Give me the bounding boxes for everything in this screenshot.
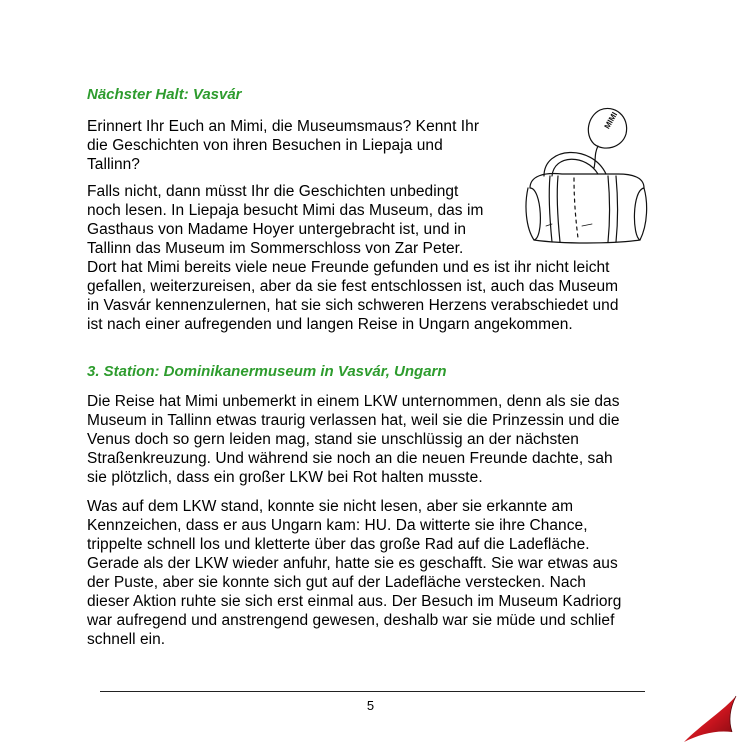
text-line: ist nach einer aufregenden und langen Reise in Ungarn angekommen. [87, 316, 573, 333]
text-line: Gerade als der LKW wieder anfuhr, hatte sie es geschafft. Sie war etwas aus [87, 555, 618, 572]
text-line: trippelte schnell los und kletterte über das große Rad auf die Ladefläche. [87, 536, 590, 553]
text-line: Was auf dem LKW stand, konnte sie nicht lesen, aber sie erkannte am [87, 498, 574, 515]
text-line: Kennzeichen, dass er aus Ungarn kam: HU. Da witterte sie ihre Chance, [87, 517, 588, 534]
text-line: Straßenkreuzung. Und während sie noch an die neuen Freunde dachte, sah [87, 450, 613, 467]
text-line: Tallinn das Museum im Sommerschloss von Zar Peter. [87, 240, 464, 257]
bag-tag-label: MIMI [602, 110, 620, 131]
text-line: in Vasvár kennenzulernen, hat sie sich schweren Herzens verabschiedet und [87, 297, 619, 314]
text-line: dieser Aktion ruhte sie sich erst einmal aus. Der Besuch im Museum Kadriorg [87, 593, 622, 610]
story-paragraph-3 [87, 497, 621, 649]
page-curl-icon[interactable] [680, 694, 738, 744]
story-paragraph-2 [87, 392, 620, 487]
text-line: der Puste, aber sie konnte sich gut auf der Ladefläche verstecken. Nach [87, 574, 586, 591]
text-line: gefallen, weiterzureisen, aber da sie fest entschlossen ist, auch das Museum [87, 278, 619, 295]
text-line: Falls nicht, dann müsst Ihr die Geschichten unbedingt [87, 183, 459, 200]
text-line: Dort hat Mimi bereits viele neue Freunde gefunden und es ist ihr nicht leicht [87, 259, 610, 276]
section-heading-station-3: 3. Station: Dominikanermuseum in Vasvár, Ungarn [87, 363, 447, 380]
text-line: war aufregend und anstrengend gewesen, deshalb war sie müde und schlief [87, 612, 615, 629]
text-line: schnell ein. [87, 631, 166, 648]
page-number: 5 [366, 698, 375, 713]
text-line: Die Reise hat Mimi unbemerkt in einem LKW unternommen, denn als sie das [87, 393, 620, 410]
footer-divider [100, 691, 645, 692]
text-line: Erinnert Ihr Euch an Mimi, die Museumsmaus? Kennt Ihr [87, 118, 480, 135]
text-line: Gasthaus von Madame Hoyer untergebracht ist, und in [87, 221, 467, 238]
section-heading-next-stop: Nächster Halt: Vasvár [87, 86, 242, 103]
text-line: Venus doch so gern leiden mag, stand sie unschlüssig an der nächsten [87, 431, 579, 448]
text-line: die Geschichten von ihren Besuchen in Liepaja und [87, 137, 443, 154]
intro-paragraph [87, 117, 479, 174]
text-line: Tallinn? [87, 156, 140, 173]
text-line: noch lesen. In Liepaja besucht Mimi das Museum, das im [87, 202, 484, 219]
text-line: Museum in Tallinn etwas traurig verlassen hat, weil sie die Prinzessin und die [87, 412, 620, 429]
text-line: sie plötzlich, dass ein großer LKW bei Rot halten musste. [87, 469, 483, 486]
suitcase-illustration [522, 106, 662, 248]
